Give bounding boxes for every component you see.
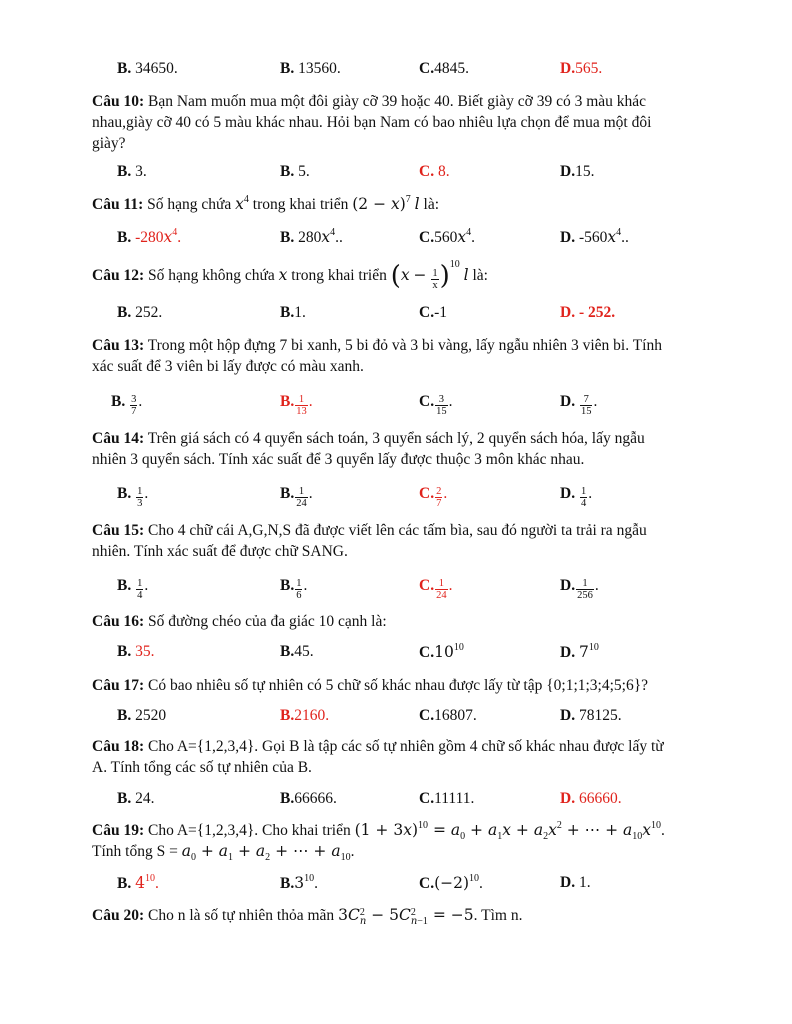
q12-option-b: B.1. xyxy=(280,304,306,321)
q17-option-d: D. 78125. xyxy=(560,707,622,724)
q16-text: Câu 16: Số đường chéo của đa giác 10 cạnh là: xyxy=(92,613,387,630)
q14-option-c: C. $\frac{2}{7}$ . xyxy=(419,485,448,509)
q17-text: Câu 17: Có bao nhiêu số tự nhiên có 5 chữ số khác nhau được lấy từ tập {0;1;1;3;4;5;6}? xyxy=(92,677,649,694)
q17-option-a: B. 2520 xyxy=(117,707,167,724)
q9-option-a: B. 34650. xyxy=(117,60,178,77)
q11-option-c: $C.560x^4$. xyxy=(419,227,475,246)
q14-option-a: B. $\frac{1}{3}$ . xyxy=(117,485,149,509)
q17-option-b: B.2160. xyxy=(280,707,330,724)
q13-option-c: C. $\frac{3}{15}$ . xyxy=(419,393,453,417)
q15-options xyxy=(0,575,792,599)
q9-option-d: D.565. xyxy=(560,60,603,77)
q10-text: Câu 10: Bạn Nam muốn mua một đôi giày cỡ 39 hoặc 40. Biết giày cỡ 39 có 3 màu khác nhau,giày cỡ 40 có 5 màu khác nhau. Hỏi bạn Nam có bao nhiêu lựa chọn để mua một đôi giày? xyxy=(92,93,652,152)
q13-option-a: B. $\frac{3}{7}$ . xyxy=(111,393,143,417)
q11-option-d: D. $-560x^4$.. xyxy=(560,227,629,246)
q19-option-a: B. $4^{10}$. xyxy=(117,873,159,892)
q11-option-a: B. $-280x^4$. xyxy=(117,227,182,246)
q12-text: Câu 12: Số hạng không chứa x trong khai triển (x − $\frac{1}{x}$ )$^{10}$ l là: xyxy=(92,259,488,291)
q17-option-c: C.16807. xyxy=(419,707,477,724)
q12-option-a: B. 252. xyxy=(117,304,163,321)
q13-option-d: D. $\frac{7}{15}$ . xyxy=(560,393,598,417)
q15-option-a: B. $\frac{1}{4}$ . xyxy=(117,577,149,601)
q15-text: Câu 15: Cho 4 chữ cái A,G,N,S đã được viết lên các tấm bìa, sau đó người ta trải ra ngẫu nhiên. Tính xác suất để được chữ SANG. xyxy=(92,522,647,560)
q19-options xyxy=(0,872,792,896)
q12-option-c: C.-1 xyxy=(419,304,447,321)
q17-options xyxy=(0,705,792,729)
q19-text: Câu 19: Cho A={1,2,3,4}. Cho khai triển $(1 + 3x)^{10} = a_0 + a_1x + a_2x^2$ + ⋯ + $a_{10}x^{10}$. Tính tổng $S = a_0 + a_1 + a_2$ + ⋯ + $a_{10}$. xyxy=(92,820,665,863)
q15-option-b: B. $\frac{1}{6}$ . xyxy=(280,577,308,601)
q14-option-d: D. $\frac{1}{4}$ . xyxy=(560,485,593,509)
q18-options xyxy=(0,788,792,812)
q10-option-a: B. 3. xyxy=(117,163,147,180)
q11-options xyxy=(0,226,792,250)
q20-text: Câu 20: Cho n là số tự nhiên thỏa mãn 3C 2 n − 5C 2 n−1 = −5. Tìm n. xyxy=(92,906,523,927)
q18-option-b: B.66666. xyxy=(280,790,337,807)
q19-option-b: $B.3^{10}$. xyxy=(280,873,318,892)
q9-option-b: B. 13560. xyxy=(280,60,341,77)
q18-option-a: B. 24. xyxy=(117,790,155,807)
q16-option-b: B.45. xyxy=(280,643,314,660)
q18-option-d: D. 66660. xyxy=(560,790,622,807)
q16-option-d: D. $7^{10}$ xyxy=(560,642,599,661)
q13-options xyxy=(0,391,792,415)
q10-option-b: B. 5. xyxy=(280,163,310,180)
q12-option-d: D. - 252. xyxy=(560,304,616,321)
q19-option-c: $C.(-2)^{10}$. xyxy=(419,873,483,892)
q11-option-b: B. $280x^4$.. xyxy=(280,227,343,246)
q14-options xyxy=(0,483,792,507)
q9-option-c: C.4845. xyxy=(419,60,469,77)
q12-options xyxy=(0,302,792,326)
q10-option-c: C. 8. xyxy=(419,163,450,180)
q16-option-a: B. 35. xyxy=(117,643,155,660)
q14-option-b: B. $\frac{1}{24}$ . xyxy=(280,485,313,509)
q15-option-d: D. $\frac{1}{256}$ . xyxy=(560,577,599,601)
q11-text: Câu 11: Số hạng chứa $x^4$ trong khai triển $(2 - x)^7$ l là: xyxy=(92,194,440,213)
q16-option-c: $C.10^{10}$ xyxy=(419,642,464,661)
q18-text: Câu 18: Cho A={1,2,3,4}. Gọi B là tập các số tự nhiên gồm 4 chữ số khác nhau được lấy từ A. Tính tổng các số tự nhiên của B. xyxy=(92,738,664,776)
q9-options xyxy=(0,58,792,82)
q18-option-c: C.11111. xyxy=(419,790,475,807)
q10-options xyxy=(0,161,792,185)
q10-option-d: D.15. xyxy=(560,163,595,180)
q19-option-d: D. 1. xyxy=(560,874,591,891)
q13-option-b: B. $\frac{1}{13}$ . xyxy=(280,393,313,417)
q16-options xyxy=(0,641,792,665)
q14-text: Câu 14: Trên giá sách có 4 quyển sách toán, 3 quyển sách lý, 2 quyển sách hóa, lấy ngẫu nhiên 3 quyển sách. Tính xác suất để 3 quyển lấy được thuộc 3 môn khác nhau. xyxy=(92,430,645,468)
q13-text: Câu 13: Trong một hộp đựng 7 bi xanh, 5 bi đỏ và 3 bi vàng, lấy ngẫu nhiên 3 viên bi. Tính xác suất để 3 viên bi lấy được có màu xanh. xyxy=(92,337,662,375)
q15-option-c: C. $\frac{1}{24}$ . xyxy=(419,577,453,601)
